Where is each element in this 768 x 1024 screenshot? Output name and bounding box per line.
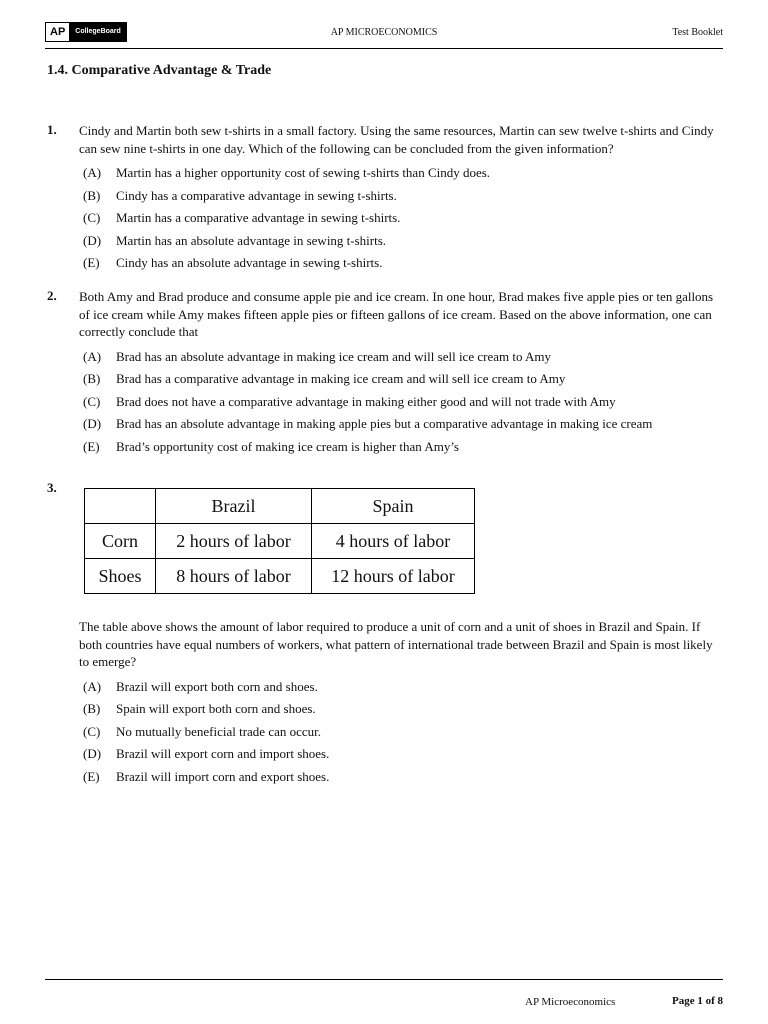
header-booklet-label: Test Booklet bbox=[672, 27, 723, 38]
answer-option-d[interactable] bbox=[83, 230, 723, 253]
option-letter: (E) bbox=[83, 438, 100, 454]
section-title: 1.4. Comparative Advantage & Trade bbox=[47, 63, 272, 78]
option-text: No mutually beneficial trade can occur. bbox=[116, 723, 322, 739]
header-divider bbox=[45, 48, 723, 49]
option-letter: (D) bbox=[83, 746, 102, 761]
option-text: Cindy has a comparative advantage in sewing t-shirts. bbox=[116, 187, 397, 203]
answer-option-c[interactable] bbox=[83, 391, 723, 414]
answer-option-b[interactable] bbox=[83, 698, 723, 721]
logo-collegeboard-text: CollegeBoard bbox=[70, 23, 126, 41]
answer-option-e[interactable] bbox=[83, 252, 723, 275]
table-row-label: Shoes bbox=[85, 559, 156, 594]
question-stem: Both Amy and Brad produce and consume apple pie and ice cream. In one hour, Brad makes five apple pies or ten gallons of ice cream while Amy makes fifteen apple pies or fifteen gallons of ice cream. Based on the above information, one can correctly conclude that bbox=[79, 289, 714, 339]
option-letter: (A) bbox=[83, 165, 102, 180]
option-text: Martin has a higher opportunity cost of sewing t-shirts than Cindy does. bbox=[116, 165, 491, 180]
option-letter: (C) bbox=[83, 393, 101, 409]
answer-option-a[interactable] bbox=[83, 346, 723, 369]
option-letter: (C) bbox=[83, 210, 101, 225]
answer-options bbox=[83, 346, 723, 459]
table-row bbox=[85, 524, 475, 559]
question-stem: The table above shows the amount of labor required to produce a unit of corn and a unit of shoes in Brazil and Spain. If both countries have equal numbers of workers, what pattern of international trade between Brazil and Spain is most likely to emerge? bbox=[79, 619, 713, 669]
option-text: Martin has an absolute advantage in sewing t-shirts. bbox=[116, 232, 387, 248]
answer-options bbox=[83, 162, 723, 275]
table-header-cell: Brazil bbox=[156, 489, 312, 524]
answer-options bbox=[83, 676, 723, 789]
table-header-cell: Spain bbox=[312, 489, 475, 524]
labor-table-wrap bbox=[84, 488, 723, 594]
option-text: Brazil will export corn and import shoes. bbox=[116, 746, 330, 761]
footer-subject: AP Microeconomics bbox=[525, 996, 616, 1008]
table-header-row bbox=[85, 489, 475, 524]
table-cell: 4 hours of labor bbox=[312, 524, 475, 559]
question-number: 3. bbox=[47, 480, 57, 495]
answer-option-a[interactable] bbox=[83, 162, 723, 185]
question-2 bbox=[47, 288, 723, 458]
answer-option-c[interactable] bbox=[83, 207, 723, 230]
option-letter: (B) bbox=[83, 371, 101, 386]
page-header bbox=[45, 22, 723, 46]
table-row bbox=[85, 559, 475, 594]
question-3 bbox=[47, 480, 723, 788]
option-letter: (D) bbox=[83, 232, 102, 248]
option-letter: (A) bbox=[83, 678, 102, 694]
logo-ap-text: AP bbox=[46, 23, 70, 41]
option-text: Brad’s opportunity cost of making ice cream is higher than Amy’s bbox=[116, 438, 459, 454]
answer-option-e[interactable] bbox=[83, 436, 723, 459]
table-row-label: Corn bbox=[85, 524, 156, 559]
option-text: Spain will export both corn and shoes. bbox=[116, 701, 316, 716]
option-letter: (B) bbox=[83, 187, 101, 203]
footer-divider bbox=[45, 979, 723, 980]
option-text: Brazil will import corn and export shoes. bbox=[116, 768, 330, 784]
answer-option-e[interactable] bbox=[83, 766, 723, 789]
option-text: Cindy has an absolute advantage in sewing t-shirts. bbox=[116, 255, 383, 270]
answer-option-b[interactable] bbox=[83, 185, 723, 208]
table-cell: 12 hours of labor bbox=[312, 559, 475, 594]
question-stem: Cindy and Martin both sew t-shirts in a small factory. Using the same resources, Martin can sew twelve t-shirts and Cindy can sew nine t-shirts in one day. Which of the following can be concluded from the given information? bbox=[79, 123, 714, 156]
option-letter: (C) bbox=[83, 723, 101, 739]
answer-option-c[interactable] bbox=[83, 721, 723, 744]
option-text: Martin has a comparative advantage in sewing t-shirts. bbox=[116, 210, 401, 225]
option-letter: (D) bbox=[83, 416, 102, 431]
option-text: Brad has a comparative advantage in making ice cream and will sell ice cream to Amy bbox=[116, 371, 566, 386]
answer-option-b[interactable] bbox=[83, 368, 723, 391]
option-letter: (A) bbox=[83, 348, 102, 364]
option-text: Brad has an absolute advantage in making apple pies but a comparative advantage in making ice cream bbox=[116, 416, 653, 431]
answer-option-d[interactable] bbox=[83, 413, 723, 436]
answer-option-a[interactable] bbox=[83, 676, 723, 699]
table-cell bbox=[85, 489, 156, 524]
header-subject: AP MICROECONOMICS bbox=[330, 27, 438, 38]
page-number: Page 1 of 8 bbox=[671, 995, 723, 1007]
labor-table bbox=[84, 488, 475, 594]
option-letter: (B) bbox=[83, 701, 101, 716]
table-cell: 2 hours of labor bbox=[156, 524, 312, 559]
option-letter: (E) bbox=[83, 255, 100, 270]
option-letter: (E) bbox=[83, 768, 100, 784]
option-text: Brad does not have a comparative advantage in making either good and will not trade with Amy bbox=[116, 393, 616, 409]
question-number: 1. bbox=[47, 122, 57, 137]
question-number: 2. bbox=[47, 288, 57, 303]
answer-option-d[interactable] bbox=[83, 743, 723, 766]
option-text: Brazil will export both corn and shoes. bbox=[116, 678, 318, 694]
table-cell: 8 hours of labor bbox=[156, 559, 312, 594]
option-text: Brad has an absolute advantage in making ice cream and will sell ice cream to Amy bbox=[116, 348, 551, 364]
question-1 bbox=[47, 122, 723, 275]
